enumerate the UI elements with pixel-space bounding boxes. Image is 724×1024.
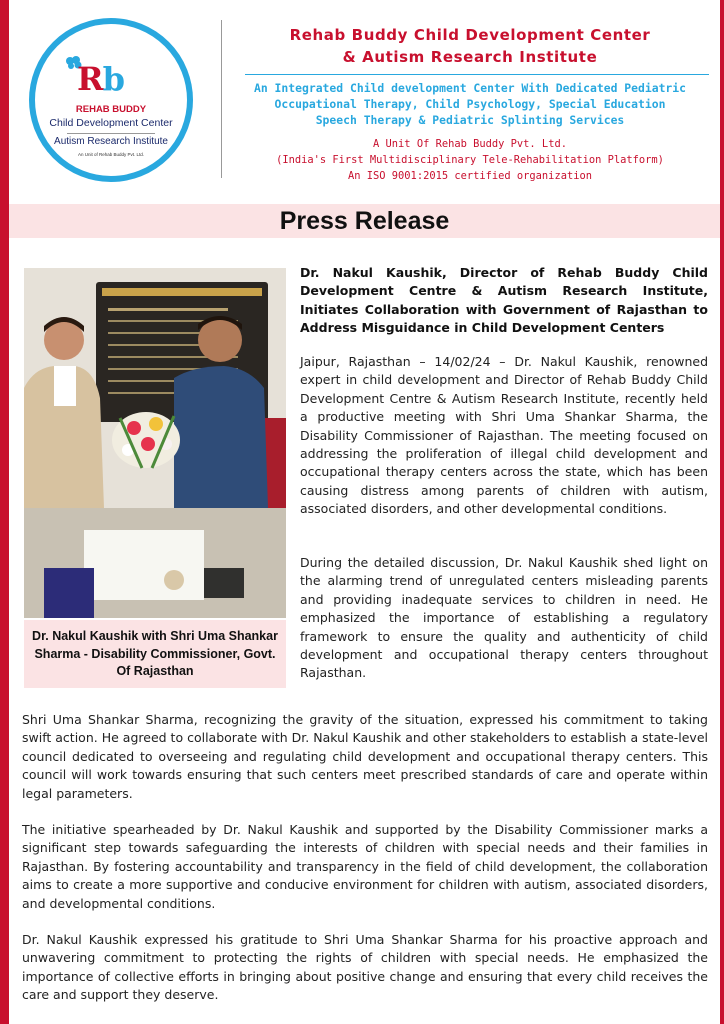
org-name-line-1: Rehab Buddy Child Development Center [289, 26, 651, 44]
services-tagline [231, 80, 709, 128]
logo-line-2: Autism Research Institute [54, 136, 168, 147]
article-paragraph-1: Jaipur, Rajasthan – 14/02/24 – Dr. Nakul Kaushik, renowned expert in child development and Director of Rehab Buddy Child Development Centre & Autism Research Institute, recently held a productive meeting with Shri Uma Shankar Sharma, the Disability Commissioner of Rajasthan. The meeting focused on addressing the proliferation of illegal child development and occupational therapy centers across the state, which has been causing distress among parents of children with autism, associated disorders, and other developmental conditions. [300, 354, 708, 517]
meeting-photo-illustration [24, 268, 286, 618]
logo-line-1: Child Development Center [49, 117, 173, 129]
right-accent-bar [720, 0, 724, 1024]
left-accent-bar [0, 0, 9, 1024]
company-info [231, 136, 709, 184]
article-paragraph-4: The initiative spearheaded by Dr. Nakul Kaushik and supported by the Disability Commissioner marks a significant step towards safeguarding the interests of children with special needs and their families in Rajasthan. By fostering accountability and transparency in the field of child development, the collaboration aims to create a more supportive and conducive environment for children with autism, associated disorders, and developmental conditions. [22, 822, 708, 911]
article-paragraph-2: During the detailed discussion, Dr. Nakul Kaushik shed light on the alarming trend of unregulated centers misleading parents and providing inadequate services to children in need. He emphasized the importance of establishing a regulatory framework to ensure the quality and authenticity of child development and occupational therapy centers throughout Rajasthan. [300, 555, 708, 681]
services-line-1: An Integrated Child development Center With Dedicated Pediatric [253, 81, 687, 95]
article-paragraph-3: Shri Uma Shankar Sharma, recognizing the gravity of the situation, expressed his commitment to taking swift action. He agreed to collaborate with Dr. Nakul Kaushik and other stakeholders to establish a state-level council dedicated to overseeing and regulating child development and occupational therapy centers. This council will work towards ensuring that such centers meet prescribed standards of care and operate within legal parameters. [22, 712, 708, 801]
unit-line-1: A Unit Of Rehab Buddy Pvt. Ltd. [373, 138, 567, 150]
logo-monogram-b: b [102, 60, 124, 98]
org-name-line-2: & Autism Research Institute [342, 48, 598, 66]
letterhead [9, 0, 720, 196]
logo-divider [67, 133, 155, 134]
logo [29, 18, 195, 184]
org-rule [245, 74, 709, 75]
services-line-2: Occupational Therapy, Child Psychology, Special Education [274, 97, 666, 111]
logo-monogram [77, 60, 124, 98]
article-paragraph-5: Dr. Nakul Kaushik expressed his gratitude to Shri Uma Shankar Sharma for his proactive approach and unwavering commitment to protecting the rights of children with special needs. He emphasized the importance of collective efforts in bringing about positive change and ensuring that every child receives the care and support they deserve. [22, 932, 708, 1003]
header-divider [221, 20, 222, 178]
logo-monogram-r: R [77, 60, 103, 98]
logo-ring [29, 18, 193, 182]
unit-line-3: An ISO 9001:2015 certified organization [348, 170, 592, 182]
press-release-title: Press Release [279, 207, 450, 235]
logo-brand: REHAB BUDDY [75, 104, 147, 115]
services-line-3: Speech Therapy & Pediatric Splinting Services [315, 113, 625, 127]
logo-unit-text: An Unit of Rehab Buddy Pvt. Ltd. [77, 152, 145, 157]
photo-caption: Dr. Nakul Kaushik with Shri Uma Shankar Sharma - Disability Commissioner, Govt. Of Rajasthan [32, 629, 278, 678]
meeting-photo [24, 268, 286, 618]
article-headline: Dr. Nakul Kaushik, Director of Rehab Buddy Child Development Centre & Autism Research Institute, Initiates Collaboration with Government of Rajasthan to Address Misguidance in Child Development Centers [300, 265, 708, 336]
unit-line-2: (India's First Multidisciplinary Tele-Rehabilitation Platform) [276, 154, 664, 166]
organization-name [231, 24, 709, 68]
